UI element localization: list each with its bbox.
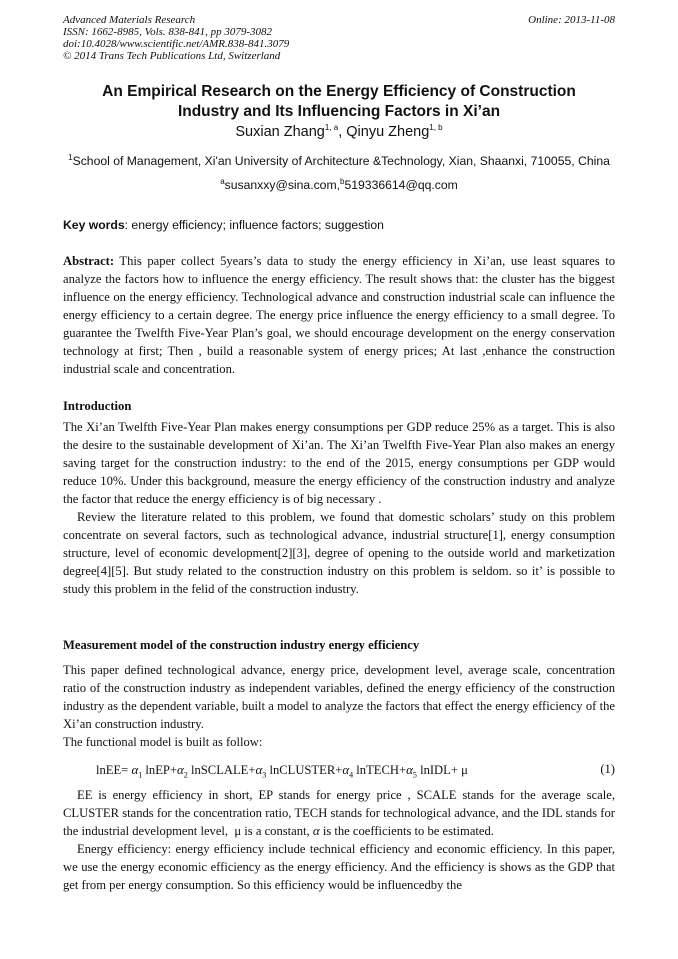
keywords xyxy=(63,218,615,232)
journal-name: Advanced Materials Research xyxy=(63,14,196,26)
eq-sub-1: 1 xyxy=(138,770,143,780)
keywords-label: Key words xyxy=(63,218,125,232)
introduction-body xyxy=(63,418,615,598)
eq-alpha-4: α xyxy=(342,762,350,777)
eq-alpha-3: α xyxy=(255,762,263,777)
eq-sub-2: 2 xyxy=(183,770,188,780)
eq-term-1: lnEP+ xyxy=(142,763,178,777)
alpha-symbol: α xyxy=(312,823,320,838)
authors xyxy=(63,124,615,140)
eq-term-5: lnIDL+ μ xyxy=(416,763,468,777)
abstract xyxy=(63,252,615,378)
equation-1 xyxy=(96,762,615,778)
issn: ISSN: 1662-8985, Vols. 838-841, pp 3079-3082 xyxy=(63,26,272,38)
author-2-sup: 1, b xyxy=(429,123,443,133)
doi: doi:10.4028/www.scientific.net/AMR.838-841.3079 xyxy=(63,38,290,50)
model-paragraph-3-end: is the coefficients to be estimated. xyxy=(319,824,494,838)
equation-number: (1) xyxy=(600,762,615,776)
keywords-text: : energy efficiency; influence factors; suggestion xyxy=(124,218,384,232)
online-date: Online: 2013-11-08 xyxy=(528,14,615,26)
affiliation-text: School of Management, Xi'an University of Architecture &Technology, Xian, Shaanxi, 710055, China xyxy=(72,154,610,168)
model-paragraph-2: The functional model is built as follow: xyxy=(63,735,263,749)
eq-sub-5: 5 xyxy=(412,770,417,780)
paper-title xyxy=(63,82,615,122)
eq-term-3: lnCLUSTER+ xyxy=(266,763,343,777)
introduction-paragraph-1: The Xi’an Twelfth Five-Year Plan makes energy consumptions per GDP reduce 25% as a target. This is also the desire to the sustainable development of Xi’an. The Xi’an Twelfth Five-Year Plan also makes an energy saving target for the construction industry: to the end of the 2015, energy consumptions per GDP would reduce 10%. Under this background, measure the energy efficiency of the construction industry and analyze the factor that reduce the energy efficiency is of big necessary . xyxy=(63,420,615,506)
abstract-label: Abstract: xyxy=(63,254,115,268)
email-a: susanxxy@sina.com, xyxy=(224,178,340,192)
email-b: 519336614@qq.com xyxy=(344,178,458,192)
model-body-2 xyxy=(63,786,615,894)
model-body xyxy=(63,661,615,751)
eq-sub-4: 4 xyxy=(349,770,354,780)
title-line-1: An Empirical Research on the Energy Efficiency of Construction xyxy=(102,83,576,100)
model-heading: Measurement model of the construction industry energy efficiency xyxy=(63,638,420,652)
copyright: © 2014 Trans Tech Publications Ltd, Switzerland xyxy=(63,50,281,62)
author-1: Suxian Zhang xyxy=(235,124,325,140)
email-b-sup: b xyxy=(340,176,345,186)
title-line-2: Industry and Its Influencing Factors in Xi’an xyxy=(177,103,501,120)
introduction-paragraph-2: Review the literature related to this problem, we found that domestic scholars’ study on this problem concentrate on several factors, such as technological advance, industrial structure[1], energy consumption structure, level of economic development[2][3], degree of opening to the outside world and marketization degree[4][5]. But study related to the construction industry on this problem is seldom. so it’ is possible to study this problem in the felid of the construction industry. xyxy=(63,510,615,596)
introduction-heading: Introduction xyxy=(63,399,132,413)
affiliation-sup: 1 xyxy=(68,152,73,162)
eq-sub-3: 3 xyxy=(262,770,267,780)
mu-symbol: μ xyxy=(234,824,242,838)
eq-term-4: lnTECH+ xyxy=(353,763,407,777)
eq-alpha-1: α xyxy=(131,762,139,777)
author-1-sup: 1, a xyxy=(324,123,339,133)
affiliation xyxy=(63,154,615,168)
model-paragraph-3: EE is energy efficiency in short, EP stands for energy price , SCALE stands for the average scale, CLUSTER stands for the concentration ratio, TECH stands for technological advance, and the IDL stands for the industrial development level, xyxy=(63,788,615,838)
author-2: Qinyu Zheng xyxy=(346,124,430,140)
eq-alpha-5: α xyxy=(406,762,413,777)
model-paragraph-4: Energy efficiency: energy efficiency include technical efficiency and economic efficiency. In this paper, we use the energy economic efficiency as the energy efficiency. And the efficiency is shows as the GDP that get from per energy consumption. So this efficiency would be influencedby the xyxy=(63,842,615,892)
eq-lhs: lnEE= xyxy=(96,763,132,777)
email-a-sup: a xyxy=(220,176,225,186)
author-separator: , xyxy=(338,124,347,140)
model-paragraph-1: This paper defined technological advance, energy price, development level, average scale, concentration ratio of the construction industry as independent variables, defined the energy efficiency of the construction industry as the dependent variable, built a model to analyze the factors that effect the energy efficiency of the Xi’an construction industry. xyxy=(63,663,615,731)
journal-meta xyxy=(63,14,289,62)
eq-alpha-2: α xyxy=(177,762,184,777)
model-paragraph-3-mid: is a constant, xyxy=(241,824,313,838)
emails xyxy=(63,178,615,192)
eq-term-2: lnSCLALE+ xyxy=(187,763,256,777)
abstract-text: This paper collect 5years’s data to study the energy efficiency in Xi’an, use least squares to analyze the factors how to influence the energy efficiency. The result shows that: the cluster has the biggest influence on the energy efficiency. Technological advance and construction industrial scale can influence the energy efficiency to a certain degree. The energy price influence the energy efficiency to a small degree. To guarantee the Twelfth Five-Year Plan’s goal, we should encourage development on the energy conservation technology at first; Then , build a reasonable system of energy prices; At last ,enhance the construction industrial scale and concentration. xyxy=(63,254,615,376)
